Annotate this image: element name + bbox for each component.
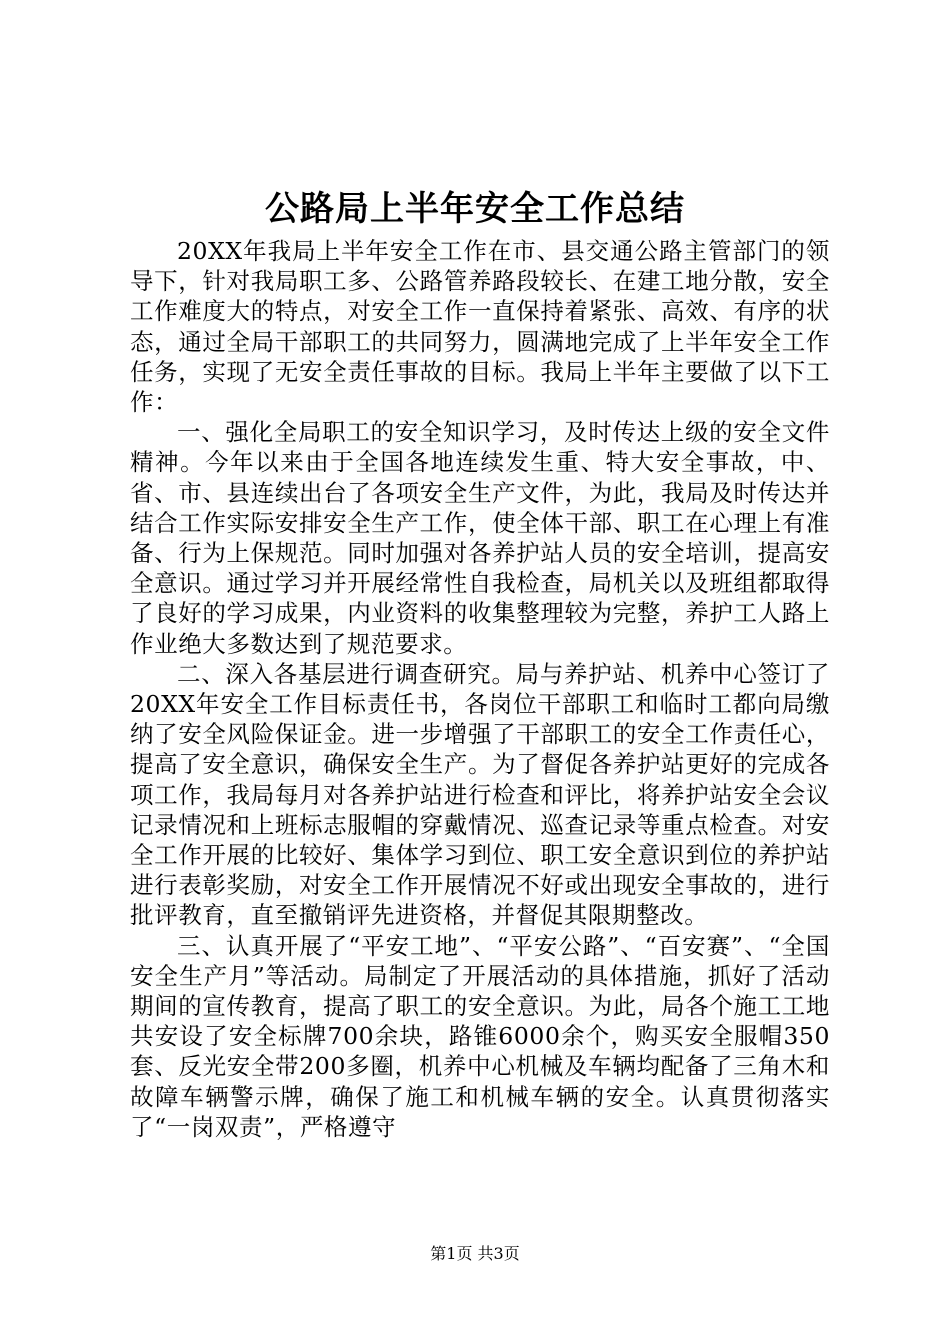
paragraph-section-2: 二、深入各基层进行调查研究。局与养护站、机养中心签订了20XX年安全工作目标责任书，各岗位干部职工和临时工都向局缴纳了安全风险保证金。进一步增强了干部职工的安全工作责任心，提高了安全意识，确保安全生产。为了督促各养护站更好的完成各项工作，我局每月对各养护站进行检查和评比，将养护站安全会议记录情况和上班标志服帽的穿戴情况、巡查记录等重点检查。对安全工作开展的比较好、集体学习到位、职工安全意识到位的养护站进行表彰奖励，对安全工作开展情况不好或出现安全事故的，进行批评教育，直至撤销评先进资格，并督促其限期整改。: [130, 659, 830, 930]
page-footer: 第1页 共3页: [430, 1244, 520, 1263]
paragraph-section-3: 三、认真开展了“平安工地”、“平安公路”、“百安赛”、“全国安全生产月”等活动。局制定了开展活动的具体措施，抓好了活动期间的宣传教育，提高了职工的安全意识。为此，局各个施工工地共安设了安全标牌700余块，路锥6000余个，购买安全服帽350套、反光安全带200多圈，机养中心机械及车辆均配备了三角木和故障车辆警示牌，确保了施工和机械车辆的安全。认真贯彻落实了“一岗双责”，严格遵守: [130, 931, 830, 1141]
document-body: [130, 236, 830, 1142]
paragraph-section-1: 一、强化全局职工的安全知识学习，及时传达上级的安全文件精神。今年以来由于全国各地连续发生重、特大安全事故，中、省、市、县连续出台了各项安全生产文件，为此，我局及时传达并结合工作实际安排安全生产工作，使全体干部、职工在心理上有准备、行为上保规范。同时加强对各养护站人员的安全培训，提高安全意识。通过学习并开展经常性自我检查，局机关以及班组都取得了良好的学习成果，内业资料的收集整理较为完整，养护工人路上作业绝大多数达到了规范要求。: [130, 418, 830, 658]
paragraph-intro: 20XX年我局上半年安全工作在市、县交通公路主管部门的领导下，针对我局职工多、公路管养路段较长、在建工地分散，安全工作难度大的特点，对安全工作一直保持着紧张、高效、有序的状态，通过全局干部职工的共同努力，圆满地完成了上半年安全工作任务，实现了无安全责任事故的目标。我局上半年主要做了以下工作：: [130, 237, 830, 417]
document-title: 公路局上半年安全工作总结: [265, 189, 685, 229]
